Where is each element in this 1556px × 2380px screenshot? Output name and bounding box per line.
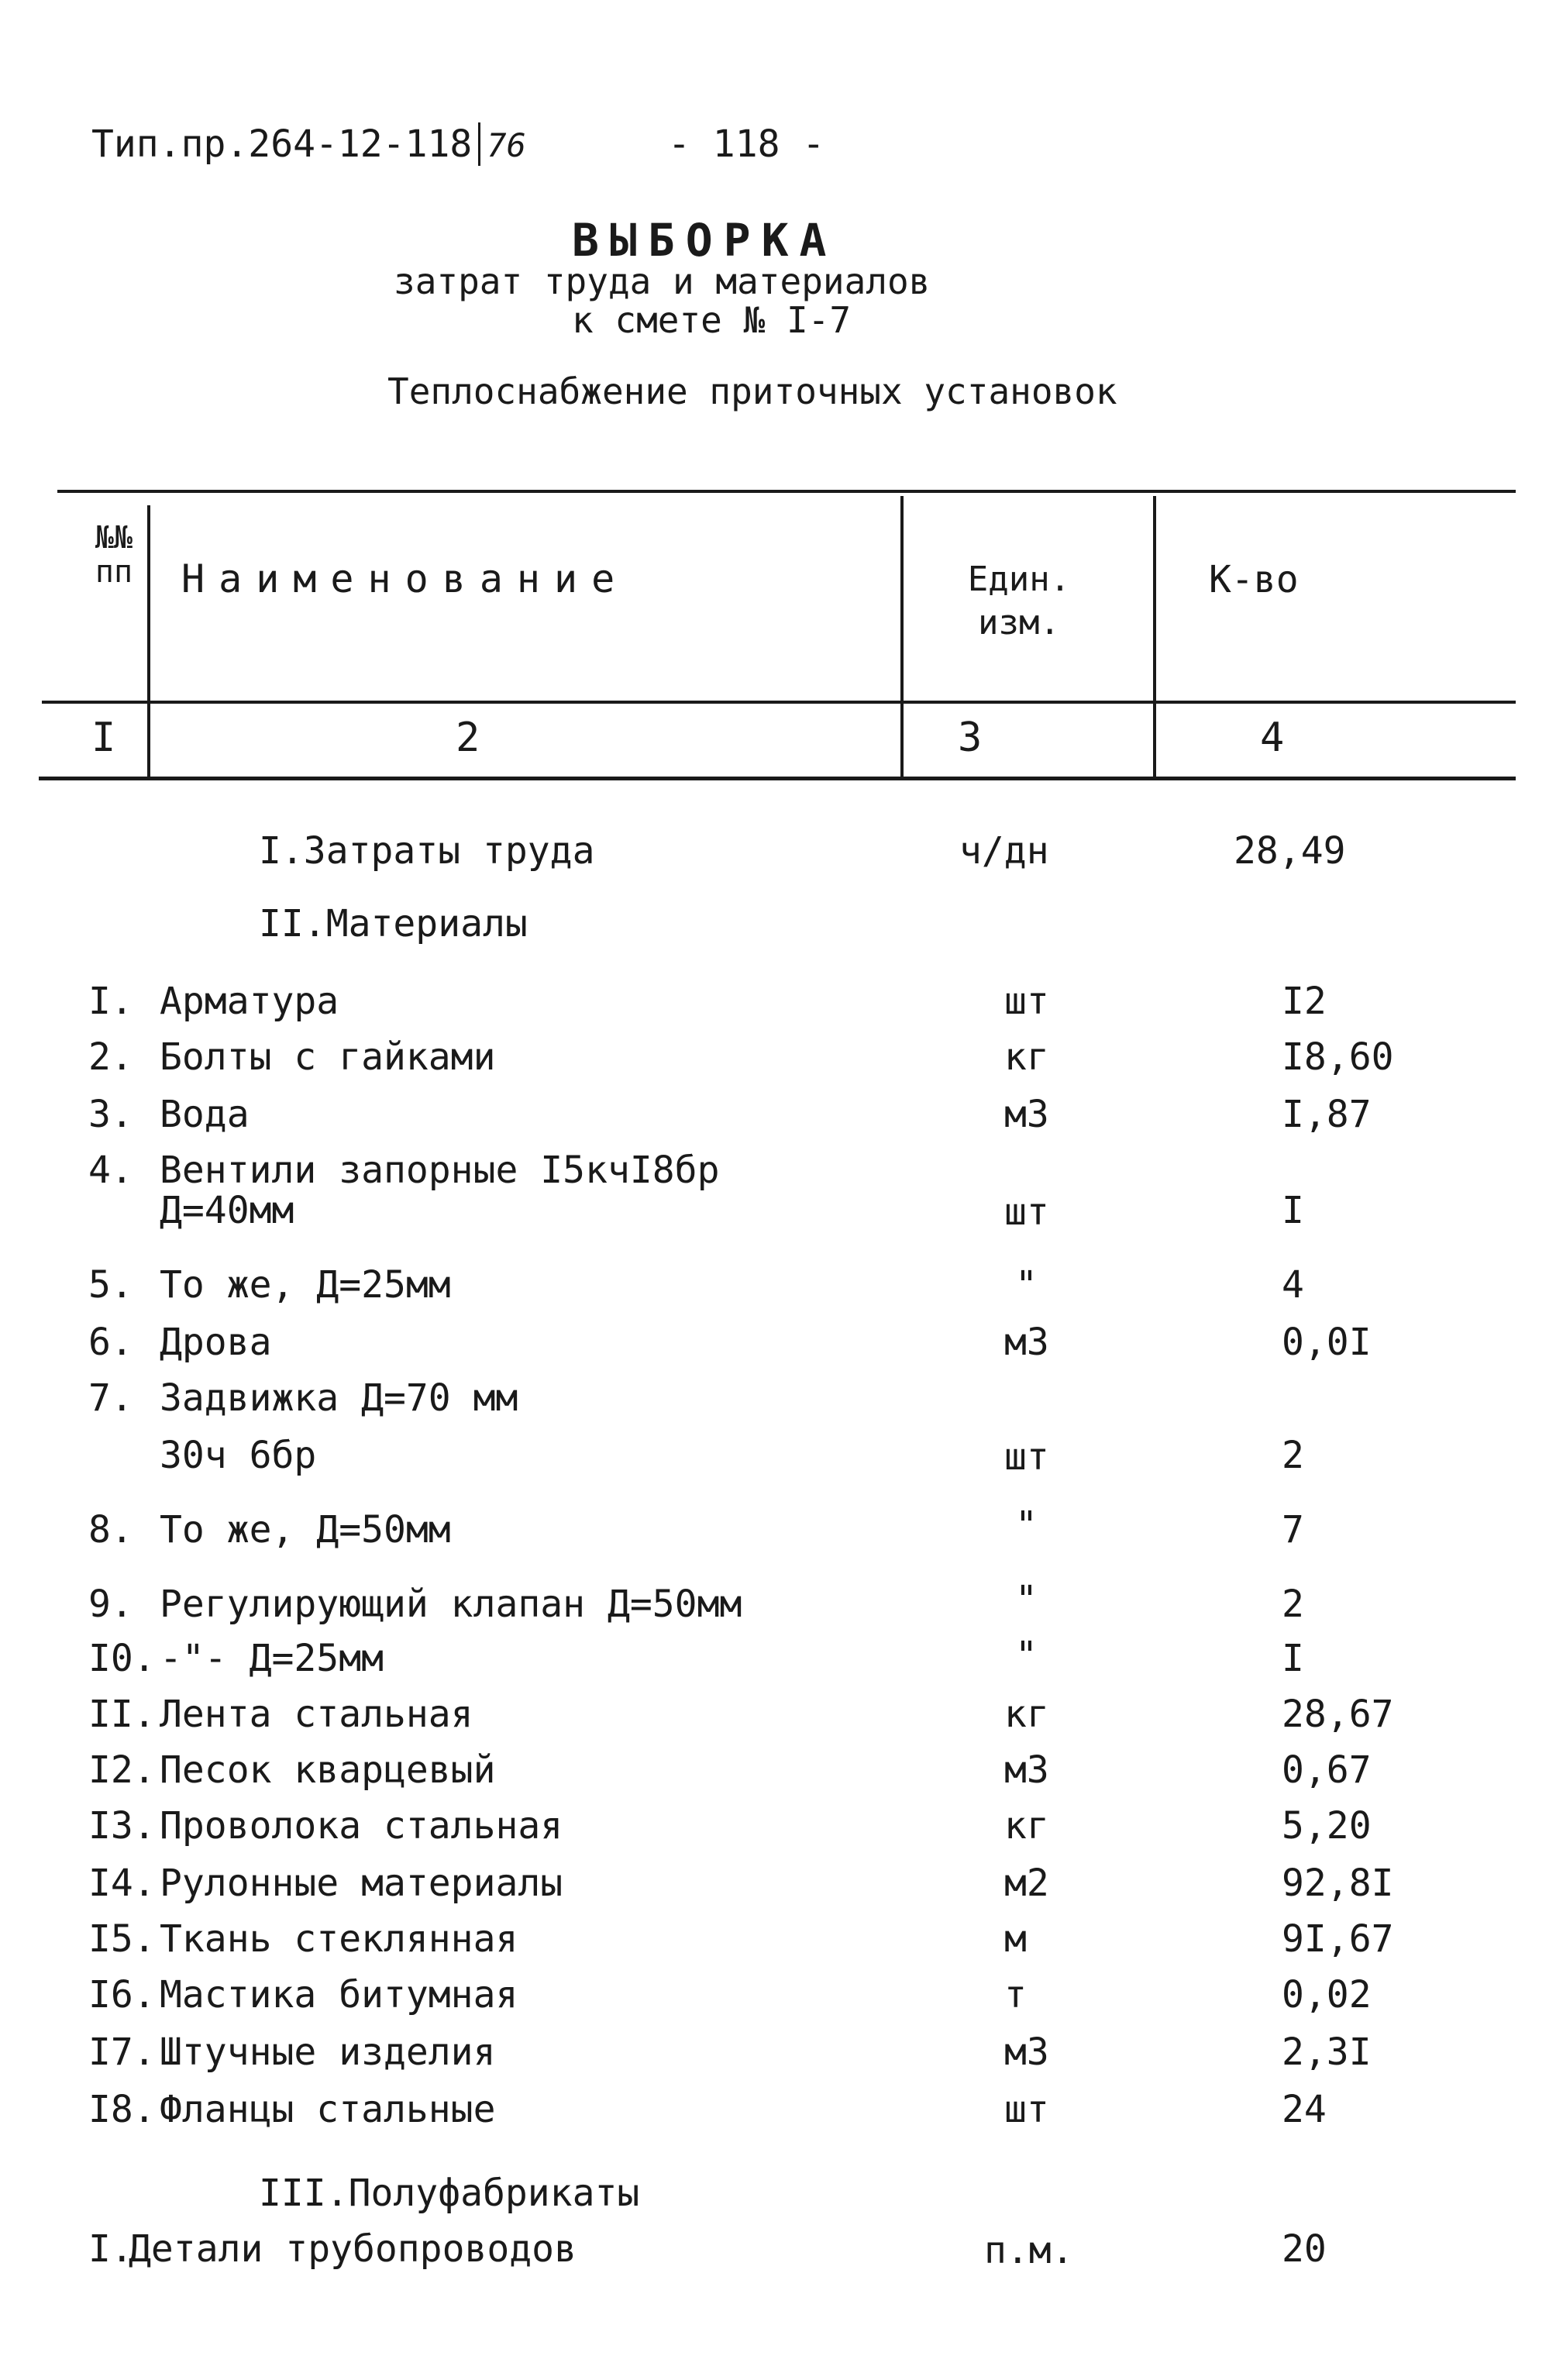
document-code-suffix: 76: [487, 126, 526, 164]
item-unit: кг: [1004, 1804, 1049, 1848]
item-number: 9.: [88, 1583, 133, 1626]
item-qty: 5,20: [1282, 1804, 1372, 1848]
item-unit: шт: [1004, 1435, 1049, 1479]
item-name: То же, Д=50мм: [160, 1508, 451, 1552]
item-name-line-2: 30ч 6бр: [160, 1434, 317, 1477]
item-number: II.: [88, 1693, 156, 1736]
header-number-3: 3: [958, 715, 983, 761]
code-separator: [478, 122, 480, 166]
item-name: -"- Д=25мм: [160, 1637, 384, 1680]
item-number: I8.: [88, 2088, 156, 2131]
item-number: 5.: [88, 1263, 133, 1307]
item-unit: т: [1004, 1973, 1027, 2017]
item-name: Мастика битумная: [160, 1973, 518, 2017]
document-title: ВЫБОРКА: [572, 214, 838, 267]
document-code-main: Тип.пр.264-12-118: [91, 122, 473, 166]
table-mid-rule: [42, 701, 1516, 704]
item-qty: 9I,67: [1282, 1917, 1394, 1961]
title-line-2: затрат труда и материалов: [394, 260, 931, 302]
item-unit: кг: [1004, 1693, 1049, 1736]
header-col-number-label: №№ пп: [95, 520, 133, 590]
item-qty: 0,67: [1282, 1748, 1372, 1792]
item-number: I0.: [88, 1637, 156, 1680]
item-qty: I,87: [1282, 1093, 1372, 1136]
section-labor-unit: ч/дн: [959, 829, 1049, 873]
item-name-line-2: Д=40мм: [160, 1189, 294, 1232]
title-subject: Теплоснабжение приточных установок: [387, 370, 1117, 412]
item-qty: I: [1282, 1637, 1304, 1680]
header-col-name: Наименование: [181, 556, 629, 601]
item-name: Лента стальная: [160, 1693, 473, 1736]
item-name: Фланцы стальные: [160, 2088, 496, 2131]
section-labor-qty: 28,49: [1234, 829, 1346, 873]
item-number: I4.: [88, 1862, 156, 1905]
item-number: I.: [88, 980, 133, 1023]
item-qty: 0,02: [1282, 1973, 1372, 2017]
col-divider-1: [147, 505, 150, 777]
section-materials-label: II.Материалы: [259, 902, 528, 945]
item-name: Ткань стеклянная: [160, 1917, 518, 1961]
item-unit: м2: [1004, 1862, 1049, 1905]
header-col-number: [87, 521, 141, 589]
item-number: 3.: [88, 1093, 133, 1136]
item-qty: I8,60: [1282, 1035, 1394, 1079]
item-qty: 2: [1282, 1583, 1304, 1626]
item-unit: п.м.: [984, 2229, 1074, 2272]
item-name: Штучные изделия: [160, 2030, 496, 2074]
item-unit: ": [1015, 1634, 1038, 1677]
item-unit: шт: [1004, 1190, 1049, 1234]
item-qty: 4: [1282, 1263, 1304, 1307]
section-labor-label: I.Затраты труда: [259, 829, 595, 873]
item-name: Дрова: [160, 1321, 272, 1364]
item-name: Задвижка Д=70 мм: [160, 1376, 518, 1420]
item-unit: кг: [1004, 1035, 1049, 1079]
header-number-4: 4: [1260, 715, 1285, 761]
item-qty: 92,8I: [1282, 1862, 1394, 1905]
header-number-2: 2: [456, 715, 480, 761]
item-qty: 2,3I: [1282, 2030, 1372, 2074]
item-number: I2.: [88, 1748, 156, 1792]
item-name: То же, Д=25мм: [160, 1263, 451, 1307]
item-qty: 7: [1282, 1508, 1304, 1552]
item-qty: 28,67: [1282, 1693, 1394, 1736]
item-name: Детали трубопроводов: [129, 2227, 577, 2271]
table-bottom-rule: [39, 777, 1516, 780]
item-number: 6.: [88, 1321, 133, 1364]
table-top-rule: [57, 490, 1516, 493]
item-unit: м: [1004, 1917, 1027, 1961]
item-name: Вентили запорные I5кчI8бр: [160, 1149, 720, 1192]
item-number: I3.: [88, 1804, 156, 1848]
header-col-qty: К-во: [1209, 558, 1299, 601]
item-unit: м3: [1004, 1093, 1049, 1136]
item-qty: I2: [1282, 980, 1327, 1023]
item-number: 4.: [88, 1149, 133, 1192]
col-divider-2: [900, 496, 904, 777]
item-name: Арматура: [160, 980, 339, 1023]
item-unit: м3: [1004, 1748, 1049, 1792]
item-qty: 2: [1282, 1434, 1304, 1477]
header-number-1: I: [91, 715, 116, 761]
item-unit: ": [1015, 1578, 1038, 1621]
item-name: Болты с гайками: [160, 1035, 496, 1079]
item-number: 2.: [88, 1035, 133, 1079]
header-col-unit-label: Един. изм.: [967, 560, 1071, 642]
col-divider-3: [1153, 496, 1156, 777]
item-qty: 0,0I: [1282, 1321, 1372, 1364]
document-code: [91, 122, 526, 166]
item-unit: м3: [1004, 2030, 1049, 2074]
item-qty: 24: [1282, 2088, 1327, 2131]
page-number: - 118 -: [668, 122, 825, 166]
item-number: 8.: [88, 1508, 133, 1552]
item-unit: ": [1015, 1263, 1038, 1307]
item-name: Песок кварцевый: [160, 1748, 496, 1792]
item-number: I.: [88, 2227, 133, 2271]
section-semifinished-label: III.Полуфабрикаты: [259, 2172, 640, 2215]
title-line-3: к смете № I-7: [572, 299, 852, 341]
item-unit: шт: [1004, 2088, 1049, 2131]
item-number: I6.: [88, 1973, 156, 2017]
item-name: Регулирующий клапан Д=50мм: [160, 1583, 742, 1626]
item-unit: ": [1015, 1503, 1038, 1547]
item-unit: шт: [1004, 980, 1049, 1023]
item-qty: 20: [1282, 2227, 1327, 2271]
item-name: Рулонные материалы: [160, 1862, 563, 1905]
item-qty: I: [1282, 1189, 1304, 1232]
item-name: Проволока стальная: [160, 1804, 563, 1848]
item-number: I5.: [88, 1917, 156, 1961]
item-name: Вода: [160, 1093, 250, 1136]
item-unit: м3: [1004, 1321, 1049, 1364]
item-number: 7.: [88, 1376, 133, 1420]
item-number: I7.: [88, 2030, 156, 2074]
header-col-unit: [953, 558, 1085, 645]
